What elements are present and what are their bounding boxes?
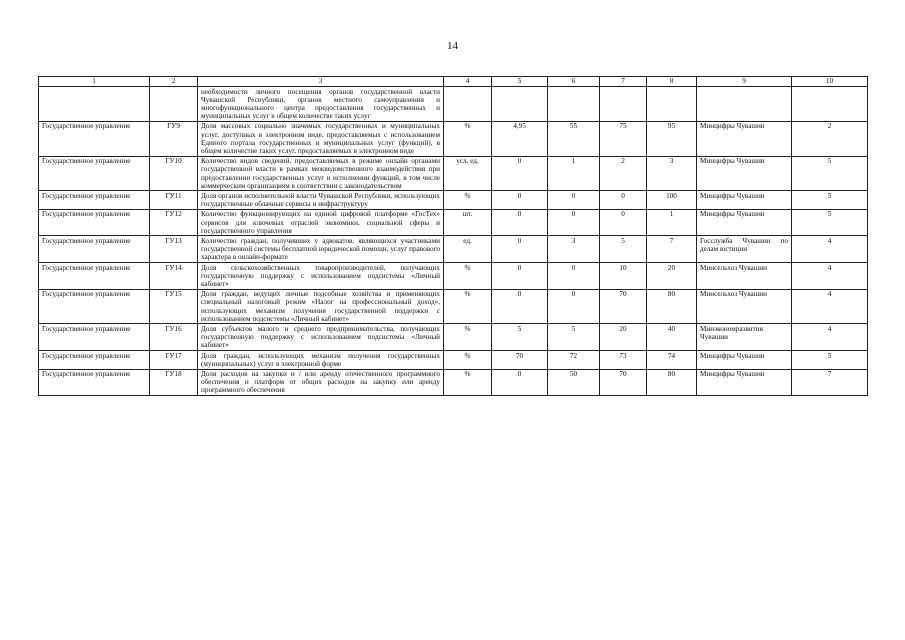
executor-cell: [697, 87, 792, 122]
value-cell-6: 0: [548, 191, 600, 209]
value-cell-8: 7: [647, 236, 697, 263]
value-cell-6: 0: [548, 209, 600, 236]
weight-cell: 5: [792, 351, 868, 369]
value-cell-7: 75: [600, 121, 647, 156]
unit-cell: %: [444, 351, 492, 369]
column-header-8: 8: [647, 77, 697, 87]
category-cell: Государственное управление: [39, 324, 150, 351]
column-header-9: 9: [697, 77, 792, 87]
column-header-7: 7: [600, 77, 647, 87]
unit-cell: шт.: [444, 209, 492, 236]
value-cell-5: 5: [492, 324, 548, 351]
weight-cell: 7: [792, 369, 868, 396]
weight-cell: 4: [792, 236, 868, 263]
code-cell: ГУ17: [150, 351, 198, 369]
value-cell-8: [647, 87, 697, 122]
code-cell: ГУ10: [150, 156, 198, 191]
category-cell: Государственное управление: [39, 369, 150, 396]
description-cell: Количество видов сведений, предоставляемых в режиме онлайн органами государственной власти в рамках межведомственного взаимодействия при предоставлении государственных услуг и исполнении функций, в том числе коммерческим организациям в соответствии с законодательством: [198, 156, 444, 191]
category-cell: Государственное управление: [39, 351, 150, 369]
category-cell: Государственное управление: [39, 191, 150, 209]
category-cell: Государственное управление: [39, 209, 150, 236]
column-header-10: 10: [792, 77, 868, 87]
category-cell: Государственное управление: [39, 236, 150, 263]
category-cell: [39, 87, 150, 122]
value-cell-5: 0: [492, 191, 548, 209]
value-cell-7: [600, 87, 647, 122]
table-row: [39, 369, 868, 396]
table-row: [39, 236, 868, 263]
value-cell-8: 95: [647, 121, 697, 156]
value-cell-7: 20: [600, 324, 647, 351]
value-cell-7: 2: [600, 156, 647, 191]
executor-cell: Минцифры Чувашии: [697, 369, 792, 396]
value-cell-7: 10: [600, 263, 647, 290]
unit-cell: %: [444, 191, 492, 209]
description-cell: Доля органов исполнительной власти Чувашской Республики, использующих государственные облачные сервисы и инфраструктуру: [198, 191, 444, 209]
value-cell-7: 70: [600, 289, 647, 324]
description-cell: Количество функционирующих на единой цифровой платформе «ГосТех» сервисов для ключевых отраслей экономики, социальной сферы и государственного управления: [198, 209, 444, 236]
table-row: [39, 324, 868, 351]
description-cell: Доля массовых социально значимых государственных и муниципальных услуг, доступных в электронном виде, предоставляемых с использованием Единого портала государственных и муниципальных услуг (функций), в общем количестве таких услуг, предоставляемых в электронном виде: [198, 121, 444, 156]
unit-cell: %: [444, 289, 492, 324]
value-cell-6: [548, 87, 600, 122]
executor-cell: Минцифры Чувашии: [697, 351, 792, 369]
code-cell: ГУ13: [150, 236, 198, 263]
table-row: [39, 87, 868, 122]
weight-cell: 5: [792, 209, 868, 236]
executor-cell: Минцифры Чувашии: [697, 191, 792, 209]
column-header-3: 3: [198, 77, 444, 87]
category-cell: Государственное управление: [39, 289, 150, 324]
description-cell: необходимости личного посещения органов государственной власти Чувашской Республики, органов местного самоуправления и многофункционального центра предоставления государственных и муниципальных услуг в общем количестве таких услуг: [198, 87, 444, 122]
value-cell-5: 0: [492, 369, 548, 396]
table-row: [39, 351, 868, 369]
weight-cell: 4: [792, 263, 868, 290]
unit-cell: %: [444, 324, 492, 351]
value-cell-8: 40: [647, 324, 697, 351]
executor-cell: Минсельхоз Чувашии: [697, 289, 792, 324]
value-cell-6: 55: [548, 121, 600, 156]
value-cell-6: 0: [548, 263, 600, 290]
value-cell-5: 0: [492, 156, 548, 191]
table-row: [39, 121, 868, 156]
value-cell-5: 4,95: [492, 121, 548, 156]
table-body: [39, 87, 868, 396]
column-header-6: 6: [548, 77, 600, 87]
executor-cell: Минэкономразвития Чувашии: [697, 324, 792, 351]
value-cell-8: 80: [647, 369, 697, 396]
code-cell: ГУ18: [150, 369, 198, 396]
code-cell: ГУ14: [150, 263, 198, 290]
value-cell-8: 20: [647, 263, 697, 290]
category-cell: Государственное управление: [39, 121, 150, 156]
weight-cell: 4: [792, 324, 868, 351]
column-header-5: 5: [492, 77, 548, 87]
table-row: [39, 209, 868, 236]
weight-cell: 4: [792, 289, 868, 324]
value-cell-5: 0: [492, 289, 548, 324]
executor-cell: Минсельхоз Чувашии: [697, 263, 792, 290]
value-cell-8: 74: [647, 351, 697, 369]
column-header-4: 4: [444, 77, 492, 87]
unit-cell: [444, 87, 492, 122]
code-cell: ГУ9: [150, 121, 198, 156]
value-cell-8: 1: [647, 209, 697, 236]
value-cell-7: 5: [600, 236, 647, 263]
value-cell-6: 50: [548, 369, 600, 396]
value-cell-7: 0: [600, 209, 647, 236]
indicators-table: [38, 76, 868, 396]
code-cell: ГУ12: [150, 209, 198, 236]
value-cell-5: 0: [492, 209, 548, 236]
value-cell-7: 0: [600, 191, 647, 209]
page-number: 14: [447, 40, 458, 52]
value-cell-5: 70: [492, 351, 548, 369]
code-cell: ГУ11: [150, 191, 198, 209]
description-cell: Доля сельскохозяйственных товаропроизводителей, получающих государственную поддержку с использованием подсистемы «Личный кабинет»: [198, 263, 444, 290]
weight-cell: 5: [792, 191, 868, 209]
value-cell-5: 0: [492, 236, 548, 263]
value-cell-6: 5: [548, 324, 600, 351]
code-cell: ГУ16: [150, 324, 198, 351]
table-row: [39, 289, 868, 324]
unit-cell: %: [444, 369, 492, 396]
column-header-2: 2: [150, 77, 198, 87]
category-cell: Государственное управление: [39, 156, 150, 191]
category-cell: Государственное управление: [39, 263, 150, 290]
weight-cell: 5: [792, 156, 868, 191]
description-cell: Доля граждан, использующих механизм получения государственных (муниципальных) услуг в электронной форме: [198, 351, 444, 369]
unit-cell: усл. ед.: [444, 156, 492, 191]
value-cell-8: 3: [647, 156, 697, 191]
unit-cell: ед.: [444, 236, 492, 263]
value-cell-5: [492, 87, 548, 122]
value-cell-5: 0: [492, 263, 548, 290]
value-cell-6: 3: [548, 236, 600, 263]
value-cell-6: 1: [548, 156, 600, 191]
description-cell: Доля граждан, ведущих личные подсобные хозяйства и применяющих специальный налоговый режим «Налог на профессиональный доход», использующих механизм получения государственной поддержки с использованием подсистемы «Личный кабинет»: [198, 289, 444, 324]
unit-cell: %: [444, 263, 492, 290]
value-cell-7: 70: [600, 369, 647, 396]
weight-cell: [792, 87, 868, 122]
value-cell-8: 100: [647, 191, 697, 209]
value-cell-6: 72: [548, 351, 600, 369]
value-cell-8: 80: [647, 289, 697, 324]
value-cell-6: 0: [548, 289, 600, 324]
table-row: [39, 263, 868, 290]
executor-cell: Минцифры Чувашии: [697, 121, 792, 156]
description-cell: Доля субъектов малого и среднего предпринимательства, получающих государственную поддержку с использованием подсистемы «Личный кабинет»: [198, 324, 444, 351]
description-cell: Доля расходов на закупки и / или аренду отечественного программного обеспечения и платформ от общих расходов на закупку или аренду программного обеспечения: [198, 369, 444, 396]
description-cell: Количество граждан, получивших у адвокатов, являющихся участниками государственной системы бесплатной юридической помощи, услуг правового характера в онлайн-формате: [198, 236, 444, 263]
value-cell-7: 73: [600, 351, 647, 369]
executor-cell: Минцифры Чувашии: [697, 209, 792, 236]
table-row: [39, 191, 868, 209]
column-number-row: [39, 77, 868, 87]
column-header-1: 1: [39, 77, 150, 87]
code-cell: ГУ15: [150, 289, 198, 324]
weight-cell: 2: [792, 121, 868, 156]
executor-cell: Минцифры Чувашии: [697, 156, 792, 191]
table-row: [39, 156, 868, 191]
executor-cell: Госслужба Чувашии по делам юстиции: [697, 236, 792, 263]
unit-cell: %: [444, 121, 492, 156]
code-cell: [150, 87, 198, 122]
